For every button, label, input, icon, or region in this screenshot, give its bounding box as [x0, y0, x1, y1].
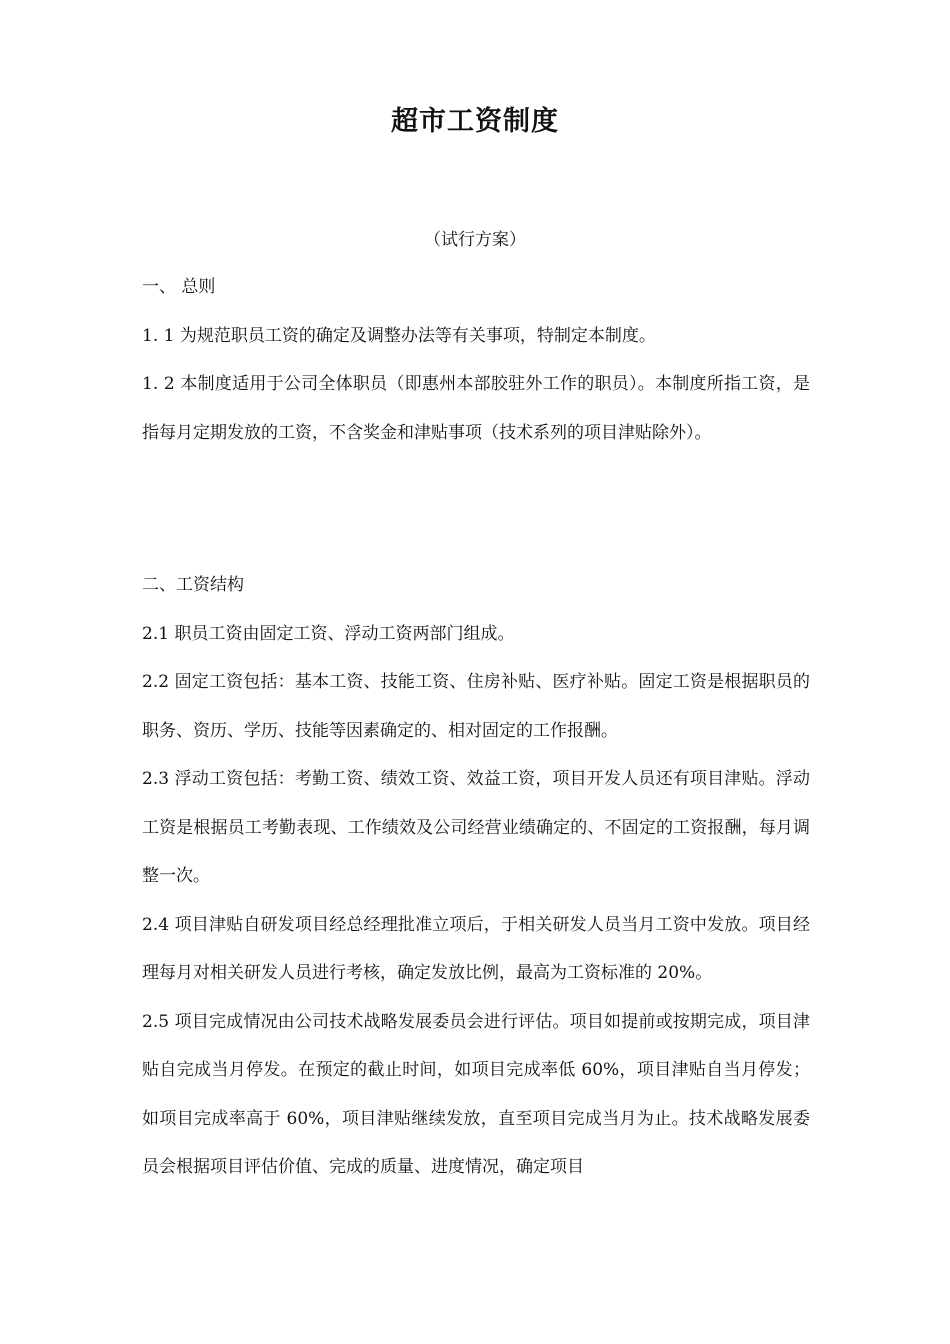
paragraph: 2.5 项目完成情况由公司技术战略发展委员会进行评估。项目如提前或按期完成，项目津贴自完成当月停发。在预定的截止时间，如项目完成率低 60%，项目津贴自当月停发；如项目完成率高于 60%，项目津贴继续发放，直至项目完成当月为止。技术战略发展委员会根据项目评估价值、完成的质量、进度情况，确定项目: [142, 1011, 810, 1177]
paragraph: 2.3 浮动工资包括：考勤工资、绩效工资、效益工资，项目开发人员还有项目津贴。浮动工资是根据员工考勤表现、工作绩效及公司经营业绩确定的、不固定的工资报酬，每月调整一次。: [142, 769, 810, 886]
section-heading: 一、 总则: [142, 277, 216, 297]
paragraph: 1. 1 为规范职员工资的确定及调整办法等有关事项，特制定本制度。: [142, 325, 656, 346]
section-salary-structure: [142, 561, 810, 1192]
paragraph: 1. 2 本制度适用于公司全体职员（即惠州本部胶驻外工作的职员）。本制度所指工资，是指每月定期发放的工资，不含奖金和津贴事项（技术系列的项目津贴除外）。: [142, 374, 810, 443]
paragraph: 2.2 固定工资包括：基本工资、技能工资、住房补贴、医疗补贴。固定工资是根据职员的职务、资历、学历、技能等因素确定的、相对固定的工作报酬。: [142, 672, 810, 741]
section-general: [142, 263, 810, 457]
document-subtitle: （试行方案）: [424, 230, 526, 250]
document-title: 超市工资制度: [391, 106, 559, 137]
paragraph: 2.1 职员工资由固定工资、浮动工资两部门组成。: [142, 623, 515, 644]
paragraph: 2.4 项目津贴自研发项目经总经理批准立项后，于相关研发人员当月工资中发放。项目经理每月对相关研发人员进行考核，确定发放比例，最高为工资标准的 20%。: [142, 914, 810, 983]
section-heading: 二、工资结构: [142, 575, 244, 595]
